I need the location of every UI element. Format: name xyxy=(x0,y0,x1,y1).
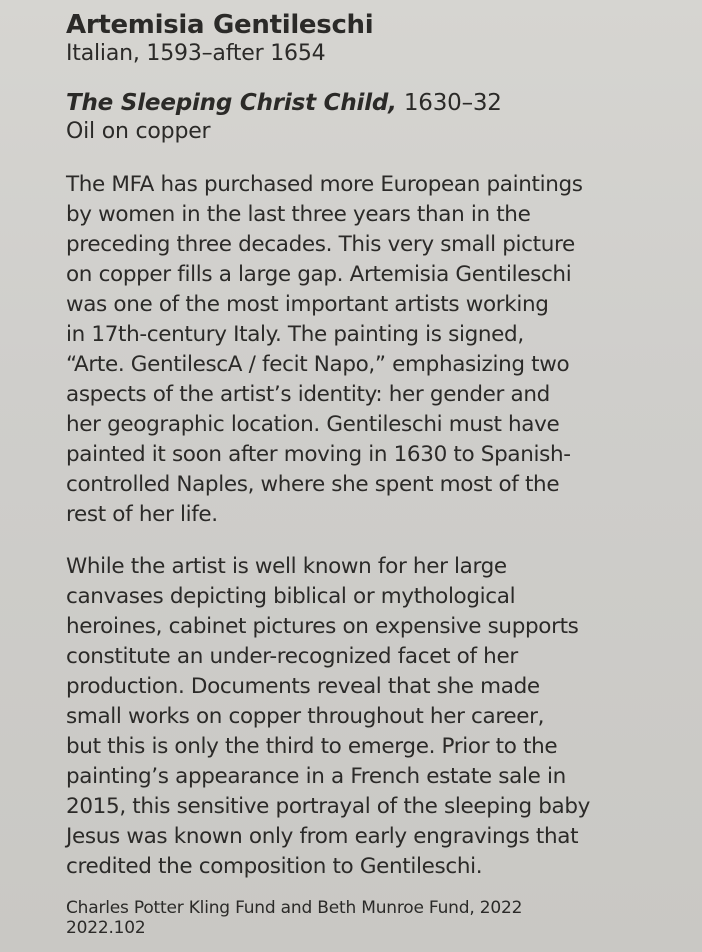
text-line: While the artist is well known for her large xyxy=(66,554,507,579)
text-line: small works on copper throughout her career, xyxy=(66,704,545,729)
artwork-date: 1630–32 xyxy=(396,90,502,116)
text-line: aspects of the artist’s identity: her gender and xyxy=(66,382,550,407)
credit-line xyxy=(66,898,666,938)
fund-credit: Charles Potter Kling Fund and Beth Munroe Fund, 2022 xyxy=(66,898,523,918)
text-line: by women in the last three years than in the xyxy=(66,202,531,227)
text-line: but this is only the third to emerge. Prior to the xyxy=(66,734,558,759)
artist-name: Artemisia Gentileschi xyxy=(66,10,374,40)
text-line: “Arte. GentilescA / fecit Napo,” emphasizing two xyxy=(66,352,570,377)
text-line: heroines, cabinet pictures on expensive supports xyxy=(66,614,579,639)
text-line: on copper fills a large gap. Artemisia Gentileschi xyxy=(66,262,572,287)
text-line: in 17th-century Italy. The painting is signed, xyxy=(66,322,524,347)
text-line: The MFA has purchased more European paintings xyxy=(66,172,583,197)
text-line: credited the composition to Gentileschi. xyxy=(66,854,483,879)
description-paragraph-2 xyxy=(66,552,666,882)
accession-number: 2022.102 xyxy=(66,918,146,938)
text-line: canvases depicting biblical or mythological xyxy=(66,584,516,609)
description-paragraph-1 xyxy=(66,170,666,530)
text-line: was one of the most important artists working xyxy=(66,292,549,317)
text-line: preceding three decades. This very small picture xyxy=(66,232,575,257)
artwork-medium: Oil on copper xyxy=(66,119,211,144)
artwork-title-line xyxy=(66,88,666,118)
artwork-title: The Sleeping Christ Child, xyxy=(66,90,397,116)
text-line: controlled Naples, where she spent most of the xyxy=(66,472,560,497)
text-line: 2015, this sensitive portrayal of the sleeping baby xyxy=(66,794,591,819)
text-line: production. Documents reveal that she made xyxy=(66,674,540,699)
text-line: Jesus was known only from early engravings that xyxy=(66,824,579,849)
text-line: her geographic location. Gentileschi must have xyxy=(66,412,560,437)
text-line: rest of her life. xyxy=(66,502,218,527)
artist-nationality-dates: Italian, 1593–after 1654 xyxy=(66,41,326,66)
text-line: constitute an under-recognized facet of her xyxy=(66,644,518,669)
text-line: painting’s appearance in a French estate sale in xyxy=(66,764,566,789)
wall-label xyxy=(66,10,666,938)
text-line: painted it soon after moving in 1630 to Spanish- xyxy=(66,442,571,467)
